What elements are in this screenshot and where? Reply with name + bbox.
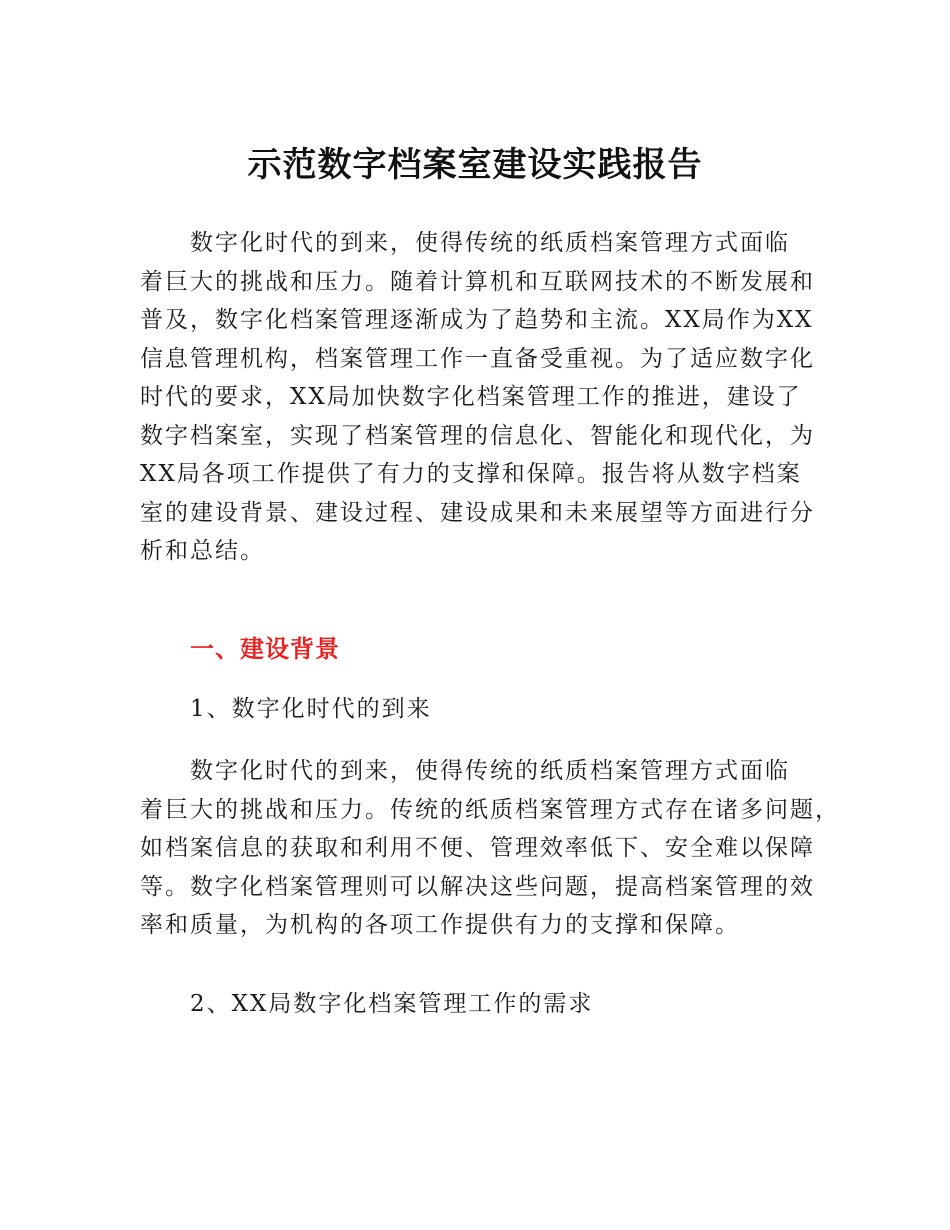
section-heading-background: 一、建设背景 [190,635,340,663]
paragraph-line: 析和总结。 [140,538,265,564]
paragraph-line: 数字档案室，实现了档案管理的信息化、智能化和现代化，为 [140,422,815,449]
paragraph-line: 着巨大的挑战和压力。传统的纸质档案管理方式存在诸多问题， [140,796,840,823]
intro-paragraph [140,224,820,571]
subsection-heading-digital-era: 1、数字化时代的到来 [190,696,432,722]
paragraph-line: 着巨大的挑战和压力。随着计算机和互联网技术的不断发展和 [140,268,815,295]
document-title: 示范数字档案室建设实践报告 [247,145,703,185]
paragraph-line: 数字化时代的到来，使得传统的纸质档案管理方式面临 [190,230,790,256]
paragraph-line: 等。数字化档案管理则可以解决这些问题，提高档案管理的效 [140,873,815,900]
paragraph-line: 如档案信息的获取和利用不便、管理效率低下、安全难以保障 [140,835,815,861]
paragraph-line: 普及，数字化档案管理逐渐成为了趋势和主流。XX局作为XX [140,307,814,333]
subsection-heading-bureau-needs: 2、XX局数字化档案管理工作的需求 [190,991,594,1017]
paragraph-line: XX局各项工作提供了有力的支撑和保障。报告将从数字档案 [140,461,802,487]
paragraph-line: 室的建设背景、建设过程、建设成果和未来展望等方面进行分 [140,499,815,526]
digital-era-paragraph [140,752,840,945]
paragraph-line: 时代的要求，XX局加快数字化档案管理工作的推进，建设了 [140,384,802,410]
paragraph-line: 数字化时代的到来，使得传统的纸质档案管理方式面临 [190,758,790,784]
paragraph-line: 信息管理机构，档案管理工作一直备受重视。为了适应数字化 [140,345,815,372]
paragraph-line: 率和质量，为机构的各项工作提供有力的支撑和保障。 [140,912,740,938]
